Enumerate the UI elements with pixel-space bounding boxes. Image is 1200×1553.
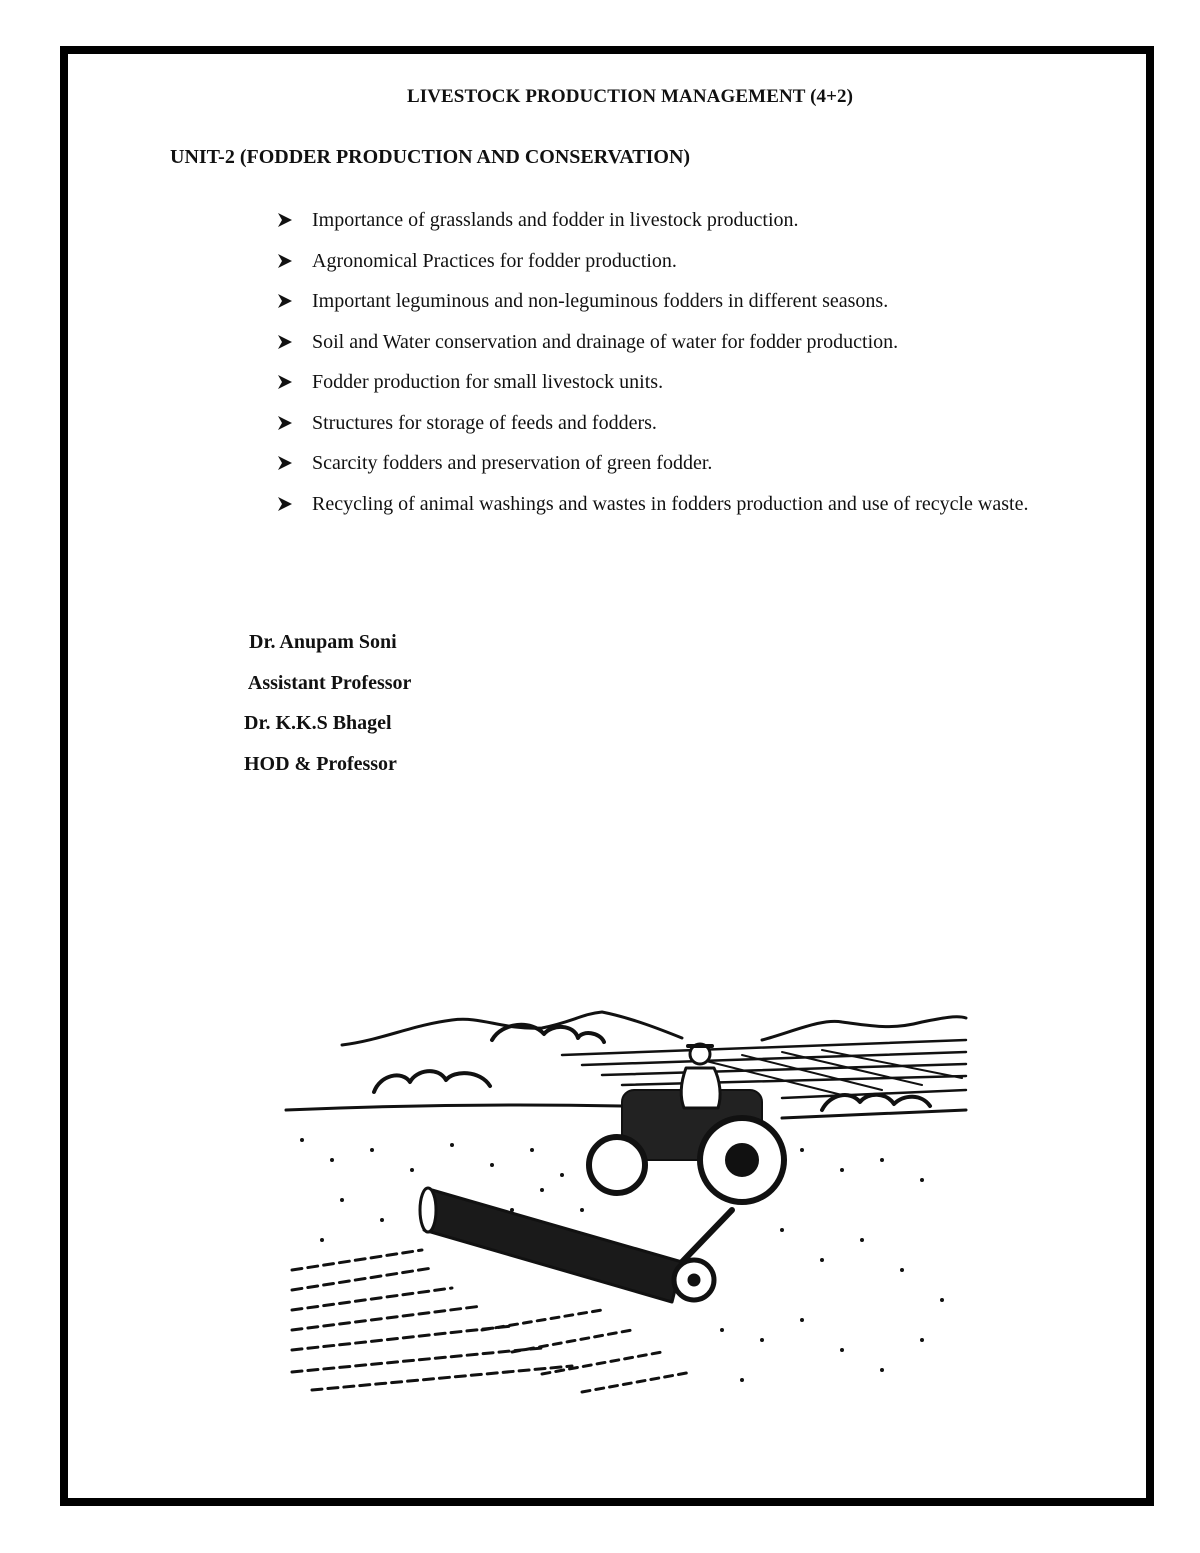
topic-list (272, 200, 1032, 524)
list-item (272, 362, 1032, 403)
topic-text: Importance of grasslands and fodder in livestock production. (312, 209, 799, 231)
arrowhead-bullet-icon (276, 443, 294, 483)
arrowhead-bullet-icon (276, 200, 294, 240)
topic-text: Soil and Water conservation and drainage of water for fodder production. (312, 330, 899, 353)
topic-text: Agronomical Practices for fodder production. (312, 249, 677, 272)
arrowhead-bullet-icon (276, 281, 294, 321)
author-designation: HOD & Professor (244, 752, 397, 775)
list-item (272, 403, 1032, 444)
author-designation: Assistant Professor (244, 671, 412, 694)
arrowhead-bullet-icon (276, 362, 294, 402)
topic-text: Important leguminous and non-leguminous fodders in different seasons. (312, 290, 889, 312)
unit-title: UNIT-2 (FODDER PRODUCTION AND CONSERVATION) (170, 146, 691, 168)
list-item (272, 241, 1032, 282)
arrowhead-bullet-icon (276, 403, 294, 443)
document-title: LIVESTOCK PRODUCTION MANAGEMENT (4+2) (406, 86, 854, 107)
list-item (272, 200, 1032, 241)
list-item (272, 443, 1032, 484)
topic-text: Fodder production for small livestock units. (312, 371, 664, 393)
topic-text: Structures for storage of feeds and fodders. (312, 411, 657, 434)
tractor-ploughing-field-illustration (282, 1000, 968, 1400)
topic-text: Recycling of animal washings and wastes in fodders production and use of recycle waste. (312, 492, 1029, 515)
list-item (272, 281, 1032, 322)
topic-text: Scarcity fodders and preservation of green fodder. (312, 452, 713, 474)
list-item (272, 322, 1032, 363)
arrowhead-bullet-icon (276, 241, 294, 281)
author-block (244, 622, 411, 784)
author-name: Dr. Anupam Soni (244, 631, 397, 653)
author-name: Dr. K.K.S Bhagel (244, 712, 392, 734)
arrowhead-bullet-icon (276, 322, 294, 362)
list-item (272, 484, 1032, 525)
arrowhead-bullet-icon (276, 484, 294, 524)
